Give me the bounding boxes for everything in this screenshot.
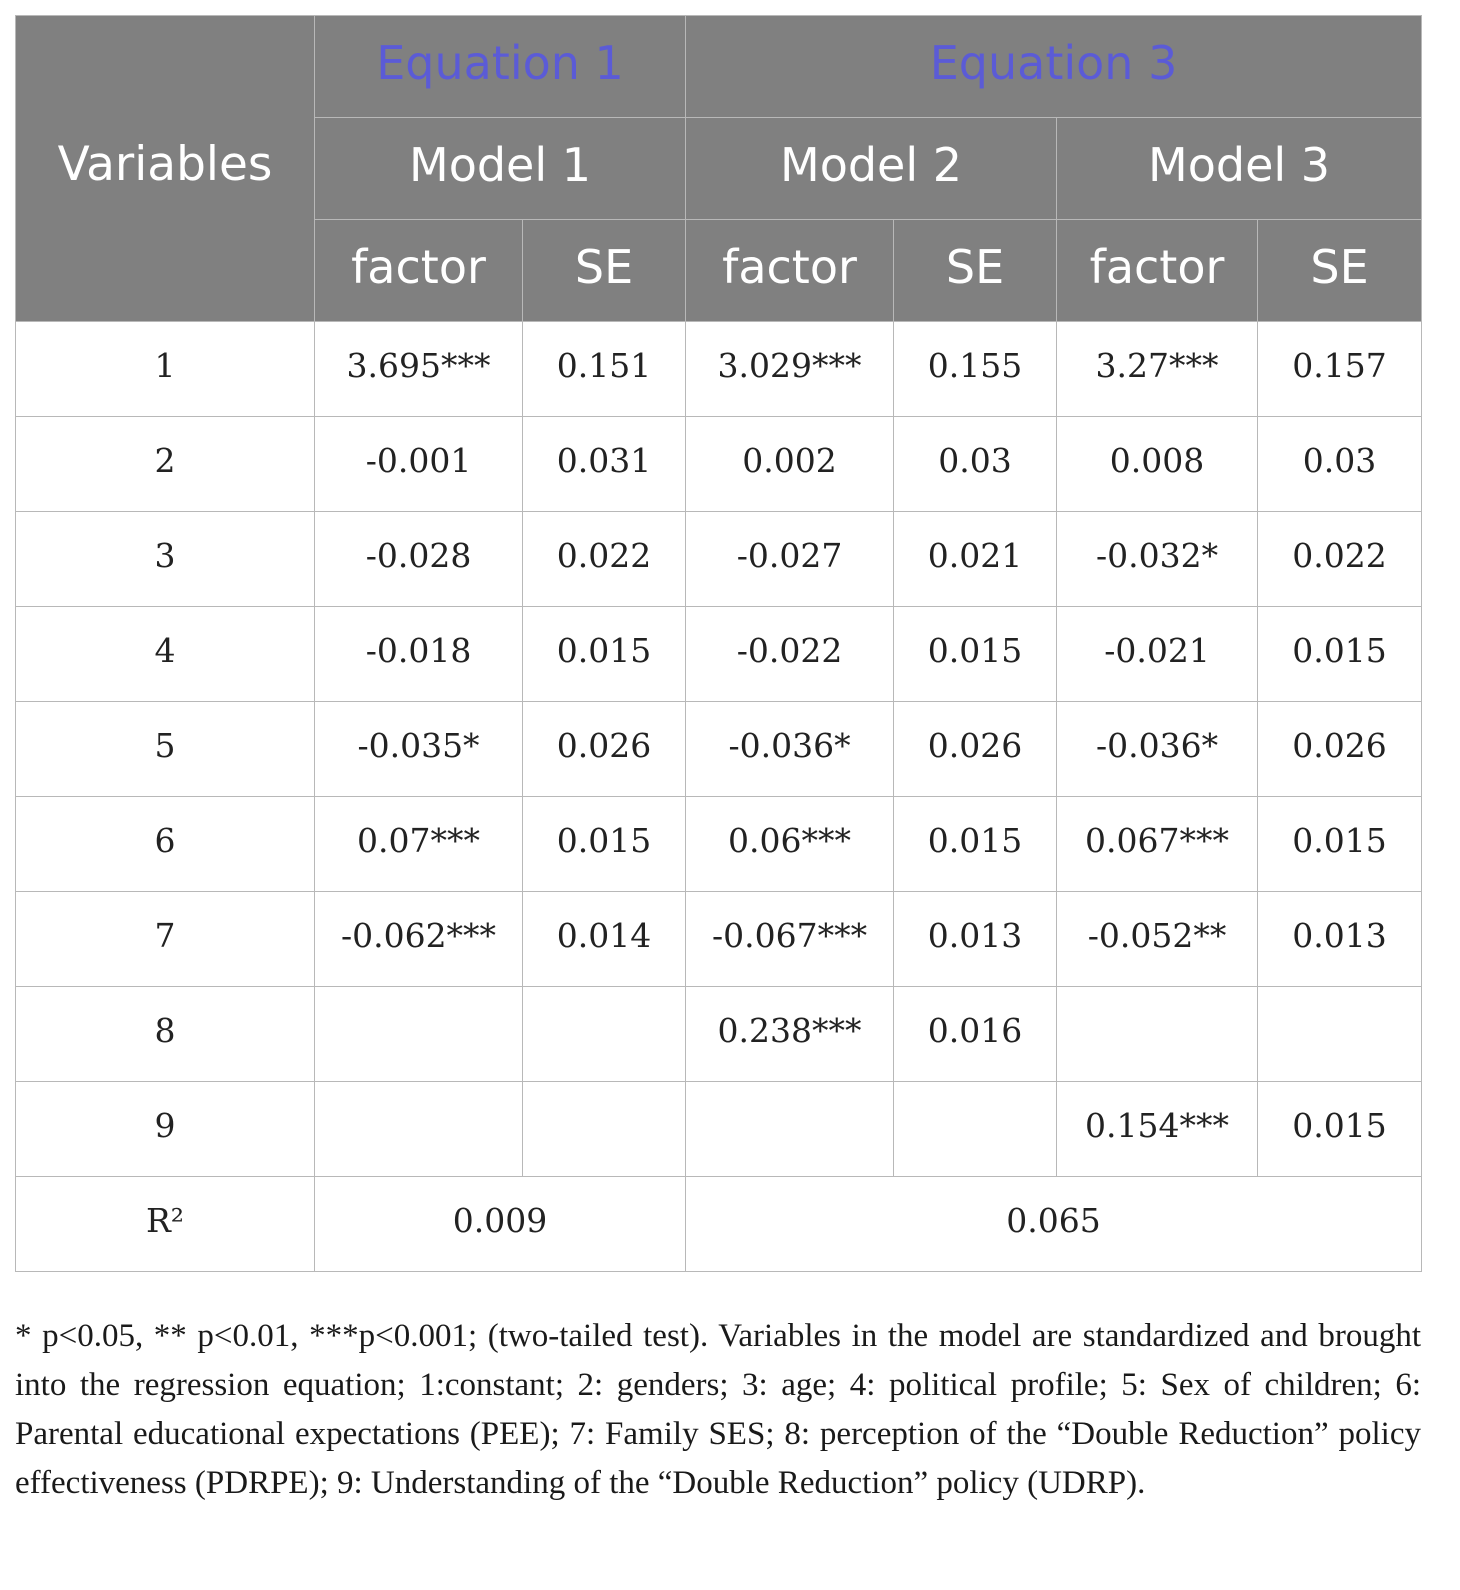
table-header <box>16 16 1422 322</box>
model-1-se-cell <box>523 1082 686 1177</box>
variable-cell: 3 <box>16 512 315 607</box>
model-2-se-cell: 0.021 <box>894 512 1057 607</box>
model-1-se-cell: 0.014 <box>523 892 686 987</box>
model-2-se-cell <box>894 1082 1057 1177</box>
model-3-se-cell: 0.015 <box>1258 797 1422 892</box>
table-row <box>16 702 1422 797</box>
r-squared-equation-1: 0.009 <box>315 1177 686 1272</box>
model-3-se-header: SE <box>1258 220 1422 322</box>
model-2-factor-cell <box>686 1082 894 1177</box>
model-2-se-cell: 0.015 <box>894 797 1057 892</box>
model-3-se-cell: 0.022 <box>1258 512 1422 607</box>
model-1-se-cell <box>523 987 686 1082</box>
model-2-se-cell: 0.03 <box>894 417 1057 512</box>
table-footnote: * p<0.05, ** p<0.01, ***p<0.001; (two-tailed test). Variables in the model are standardized and brought into the regression equation; 1:constant; 2: genders; 3: age; 4: political profile; 5: Sex of children; 6: Parental educational expectations (PEE); 7: Family SES; 8: perception of the “Double Reduction” policy effectiveness (PDRPE); 9: Understanding of the “Double Reduction” policy (UDRP). <box>15 1318 1421 1501</box>
model-2-factor-cell: -0.036* <box>686 702 894 797</box>
r-squared-label: R² <box>16 1177 315 1272</box>
model-1-factor-cell: -0.001 <box>315 417 523 512</box>
variable-cell: 2 <box>16 417 315 512</box>
variable-cell: 9 <box>16 1082 315 1177</box>
model-3-se-cell: 0.03 <box>1258 417 1422 512</box>
model-2-factor-cell: 3.029*** <box>686 322 894 417</box>
model-1-header: Model 1 <box>315 118 686 220</box>
model-2-factor-header: factor <box>686 220 894 322</box>
model-3-header: Model 3 <box>1057 118 1422 220</box>
model-2-factor-cell: -0.022 <box>686 607 894 702</box>
model-1-se-cell: 0.022 <box>523 512 686 607</box>
model-1-se-cell: 0.026 <box>523 702 686 797</box>
table-row <box>16 987 1422 1082</box>
model-3-se-cell: 0.015 <box>1258 1082 1422 1177</box>
model-1-factor-cell: 3.695*** <box>315 322 523 417</box>
model-2-factor-cell: -0.067*** <box>686 892 894 987</box>
model-3-factor-cell: 0.008 <box>1057 417 1258 512</box>
model-3-factor-cell: 0.154*** <box>1057 1082 1258 1177</box>
model-1-se-header: SE <box>523 220 686 322</box>
model-1-se-cell: 0.151 <box>523 322 686 417</box>
model-3-factor-cell <box>1057 987 1258 1082</box>
variable-cell: 1 <box>16 322 315 417</box>
r-squared-row <box>16 1177 1422 1272</box>
model-3-se-cell <box>1258 987 1422 1082</box>
table-row <box>16 797 1422 892</box>
header-row-equations <box>16 16 1422 118</box>
model-1-factor-cell: -0.018 <box>315 607 523 702</box>
table-row <box>16 607 1422 702</box>
model-3-factor-cell: 0.067*** <box>1057 797 1258 892</box>
model-3-factor-cell: 3.27*** <box>1057 322 1258 417</box>
model-3-factor-cell: -0.032* <box>1057 512 1258 607</box>
model-2-se-cell: 0.155 <box>894 322 1057 417</box>
table-row <box>16 512 1422 607</box>
model-3-se-cell: 0.013 <box>1258 892 1422 987</box>
model-2-factor-cell: 0.238*** <box>686 987 894 1082</box>
model-2-factor-cell: 0.06*** <box>686 797 894 892</box>
table-body <box>16 322 1422 1272</box>
model-1-factor-header: factor <box>315 220 523 322</box>
model-1-factor-cell <box>315 987 523 1082</box>
model-1-factor-cell: -0.028 <box>315 512 523 607</box>
model-2-header: Model 2 <box>686 118 1057 220</box>
model-3-factor-cell: -0.036* <box>1057 702 1258 797</box>
model-3-se-cell: 0.026 <box>1258 702 1422 797</box>
model-2-factor-cell: -0.027 <box>686 512 894 607</box>
model-2-se-header: SE <box>894 220 1057 322</box>
model-1-se-cell: 0.015 <box>523 797 686 892</box>
model-1-factor-cell: -0.035* <box>315 702 523 797</box>
variables-header: Variables <box>16 16 315 322</box>
table-row <box>16 892 1422 987</box>
model-2-factor-cell: 0.002 <box>686 417 894 512</box>
model-1-factor-cell: 0.07*** <box>315 797 523 892</box>
variable-cell: 4 <box>16 607 315 702</box>
variable-cell: 6 <box>16 797 315 892</box>
variable-cell: 7 <box>16 892 315 987</box>
model-3-se-cell: 0.157 <box>1258 322 1422 417</box>
model-2-se-cell: 0.026 <box>894 702 1057 797</box>
model-1-se-cell: 0.031 <box>523 417 686 512</box>
equation-3-header: Equation 3 <box>686 16 1422 118</box>
variable-cell: 5 <box>16 702 315 797</box>
model-1-factor-cell: -0.062*** <box>315 892 523 987</box>
model-3-factor-cell: -0.052** <box>1057 892 1258 987</box>
model-1-se-cell: 0.015 <box>523 607 686 702</box>
model-3-factor-header: factor <box>1057 220 1258 322</box>
variable-cell: 8 <box>16 987 315 1082</box>
model-3-factor-cell: -0.021 <box>1057 607 1258 702</box>
regression-table-container <box>15 15 1421 1272</box>
regression-table <box>15 15 1422 1272</box>
table-row <box>16 1082 1422 1177</box>
table-row <box>16 322 1422 417</box>
table-row <box>16 417 1422 512</box>
model-2-se-cell: 0.016 <box>894 987 1057 1082</box>
model-1-factor-cell <box>315 1082 523 1177</box>
equation-1-header: Equation 1 <box>315 16 686 118</box>
r-squared-equation-3: 0.065 <box>686 1177 1422 1272</box>
model-2-se-cell: 0.015 <box>894 607 1057 702</box>
model-2-se-cell: 0.013 <box>894 892 1057 987</box>
model-3-se-cell: 0.015 <box>1258 607 1422 702</box>
